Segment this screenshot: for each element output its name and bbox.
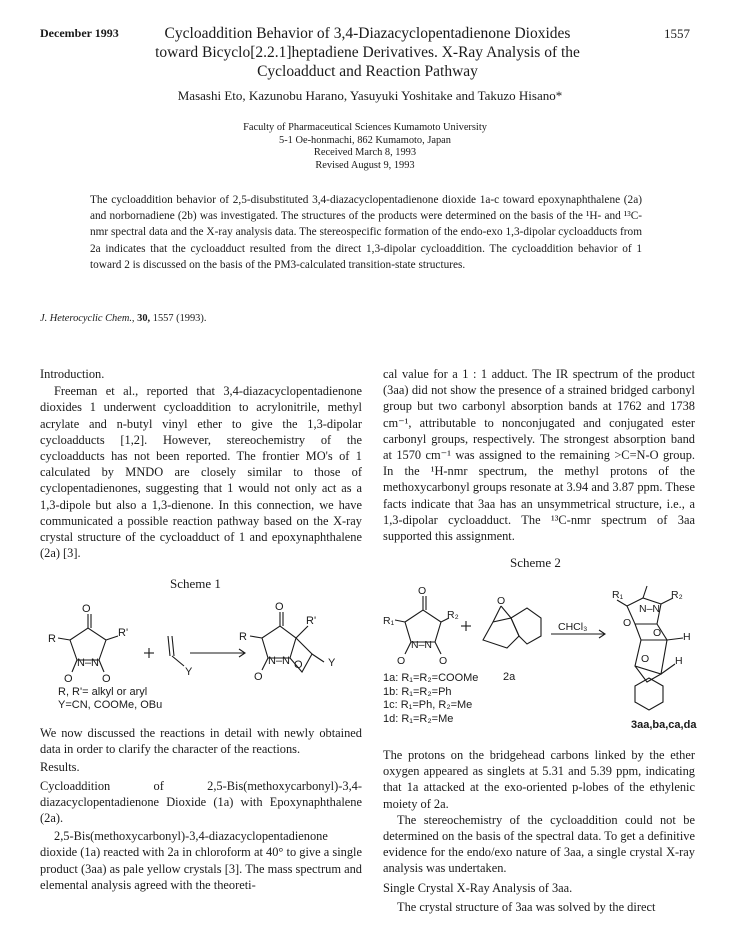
s2-r2-label: R₂	[671, 589, 683, 601]
scheme1-legend-line: Y=CN, COOMe, OBu	[58, 699, 163, 711]
scheme1-legend	[58, 686, 162, 712]
intro-paragraph: Freeman et al., reported that 3,4-diazacyclopentadienone dioxides 1 underwent cycloaddition to acrylonitrile, methyl acrylate and n-butyl vinyl ether to give the 1,3-dipolar cycloadducts [1,2]. However, stereochemistry of the cycloadducts has not been reported. The frontier MO's of 1 calculated by MNDO are closely similar to those of cyclopentadienones, suggesting that 1 would not only act as a 1,3-dipole but also a 1,3-dienone. In this connection, we have communicated a possible reaction pathway based on the X-ray crystal structure of the cycloadduct of 1 and epoxynaphthalene (2a) [3].	[40, 384, 362, 561]
s1-r-label: R	[48, 633, 56, 645]
scheme2-legend-line: 1b: R₁=R₂=Ph	[383, 685, 452, 698]
abstract: The cycloaddition behavior of 2,5-disubstituted 3,4-diazacyclopentadienone dioxide 1a-c toward epoxynaphthalene (2a) and norbornadiene (2b) was investigated. The structures of the products were determined on the basis of the ¹H- and ¹³C-nmr spectral data and the X-ray analysis data. The stereospecific formation of the endo-exo 1,3-dipolar cycloadducts from 2a indicates that the cycloadduct resulted from the direct 1,3-dipolar cycloaddition. The cycloaddition behavior of 1 toward 2 is discussed on the basis of the PM3-calculated transition-state structures.	[90, 194, 642, 271]
s1-rprime-label: R'	[118, 627, 129, 639]
paragraph: The crystal structure of 3aa was solved by the direct	[397, 899, 656, 914]
s2-o-label: O	[497, 595, 506, 607]
paragraph: The protons on the bridgehead carbons linked by the ether oxygen appeared as singlets at 5.31 and 5.39 ppm, indicating that 1a attacked at the exo-oriented p-lobes of the ethylenic moiety of 2a.	[383, 748, 695, 811]
s2-h-label: H	[675, 655, 683, 667]
section-heading-xray: Single Crystal X-Ray Analysis of 3aa.	[383, 880, 573, 895]
s1-nn-label: N–N	[77, 657, 100, 669]
s2-o-label: O	[397, 655, 406, 667]
s1-nn-label: N–N	[268, 655, 291, 667]
subheading: Cycloaddition of 2,5-Bis(methoxycarbonyl)-3,4-diazacyclopentadienone Dioxide (1a) with Epoxynaphthalene (2a).	[40, 778, 362, 826]
scheme2-legend-line: 1d: R₁=R₂=Me	[383, 712, 454, 725]
s2-n-label: N–N	[639, 603, 661, 615]
s1-o-label: O	[275, 601, 284, 613]
s1-o-label: O	[82, 603, 91, 615]
s1-o-label: O	[64, 673, 73, 685]
s2-o-label: O	[623, 617, 632, 629]
scheme2-product-label: 3aa,ba,ca,da	[631, 719, 697, 731]
title-line: Cycloaddition Behavior of 3,4-Diazacyclopentadienone Dioxides	[164, 25, 571, 42]
authors: Masashi Eto, Kazunobu Harano, Yasuyuki Yoshitake and Takuzo Hisano*	[177, 88, 563, 103]
citation-journal: J. Heterocyclic Chem.,	[40, 313, 135, 324]
s2-o-label: O	[641, 653, 650, 665]
scheme1-legend-line: R, R'= alkyl or aryl	[58, 686, 148, 698]
paragraph: cal value for a 1 : 1 adduct. The IR spectrum of the product (3aa) did not show the presence of a strained bridged carbonyl group but two carbonyl absorption bands at 1762 and 1738 cm⁻¹, attributable to nonconjugated and conjugated ester carbonyl groups, respectively. The strongest absorption band at 1570 cm⁻¹ was assigned to the remaining >C=N-O group. In the ¹H-nmr spectrum, the methyl protons of the methoxycarbonyl groups resonate at 3.94 and 3.87 ppm. These facts indicate that 3aa has an unsymmetrical structure, i.e., a 1,3-dipolar cycloadduct. The ¹³C-nmr spectrum of 3aa supported this assignment.	[383, 367, 695, 544]
scheme2-reagent: CHCl₃	[558, 621, 588, 633]
paragraph: The stereochemistry of the cycloaddition could not be determined on the basis of the spectral data. To get a definitive evidence for the endo/exo nature of 3aa, a single crystal X-ray analysis was undertaken.	[383, 812, 695, 876]
column-right-lower	[383, 747, 695, 915]
s1-rprime-label: R'	[306, 615, 317, 627]
column-right	[383, 366, 695, 544]
page-number: 1557	[664, 26, 690, 41]
citation-volume: 30,	[137, 313, 151, 324]
citation	[40, 313, 206, 324]
section-heading-results: Results.	[40, 760, 80, 775]
s2-r1-label: R₁	[612, 589, 624, 601]
citation-pages: 1557 (1993).	[152, 313, 207, 324]
s2-o-label: O	[439, 655, 448, 667]
scheme1-diagram	[40, 598, 365, 693]
affiliation	[200, 122, 530, 172]
column-left-lower	[40, 725, 362, 893]
scheme2-2a-label: 2a	[503, 671, 516, 683]
s2-r2-label: R₂	[447, 609, 459, 621]
s1-y-label: Y	[185, 666, 193, 678]
scheme2-label: Scheme 2	[510, 555, 561, 570]
title-line: Cycloadduct and Reaction Pathway	[257, 63, 478, 80]
s2-r1-label: R₁	[383, 615, 395, 627]
paper-title	[140, 24, 595, 81]
s2-nn-label: N–N	[411, 639, 433, 651]
received-date: Received March 8, 1993	[313, 147, 417, 158]
scheme2-legend-line: 1a: R₁=R₂=COOMe	[383, 672, 479, 684]
title-line: toward Bicyclo[2.2.1]heptadiene Derivatives. X-Ray Analysis of the	[155, 44, 580, 61]
s2-o-label: O	[418, 585, 427, 597]
paragraph: 2,5-Bis(methoxycarbonyl)-3,4-diazacyclopentadienone dioxide (1a) reacted with 2a in chloroform at 40° to give a single product (3aa) as pale yellow crystals [3]. The mass spectrum and elemental analysis agreed with the theoreti-	[40, 829, 362, 892]
scheme2-legend-line: 1c: R₁=Ph, R₂=Me	[383, 699, 473, 711]
s1-o-label: O	[294, 659, 303, 671]
s1-o-label: O	[254, 671, 263, 683]
revised-date: Revised August 9, 1993	[315, 159, 415, 171]
scheme1-label: Scheme 1	[170, 576, 221, 591]
s2-o-label: O	[653, 627, 662, 639]
scheme2-legend	[383, 672, 478, 726]
column-left	[40, 366, 362, 561]
s1-r-label: R	[239, 631, 247, 643]
affiliation-line: 5-1 Oe-honmachi, 862 Kumamoto, Japan	[279, 134, 451, 146]
s1-o-label: O	[102, 673, 111, 685]
s2-h-label: H	[683, 631, 691, 643]
paragraph: We now discussed the reactions in detail with newly obtained data in order to clarify the character of the reactions.	[40, 726, 362, 757]
section-heading-introduction: Introduction.	[40, 367, 105, 381]
s1-y-label: Y	[328, 657, 336, 669]
header-date: December 1993	[40, 26, 119, 40]
affiliation-line: Faculty of Pharmaceutical Sciences Kumamoto University	[243, 122, 487, 133]
